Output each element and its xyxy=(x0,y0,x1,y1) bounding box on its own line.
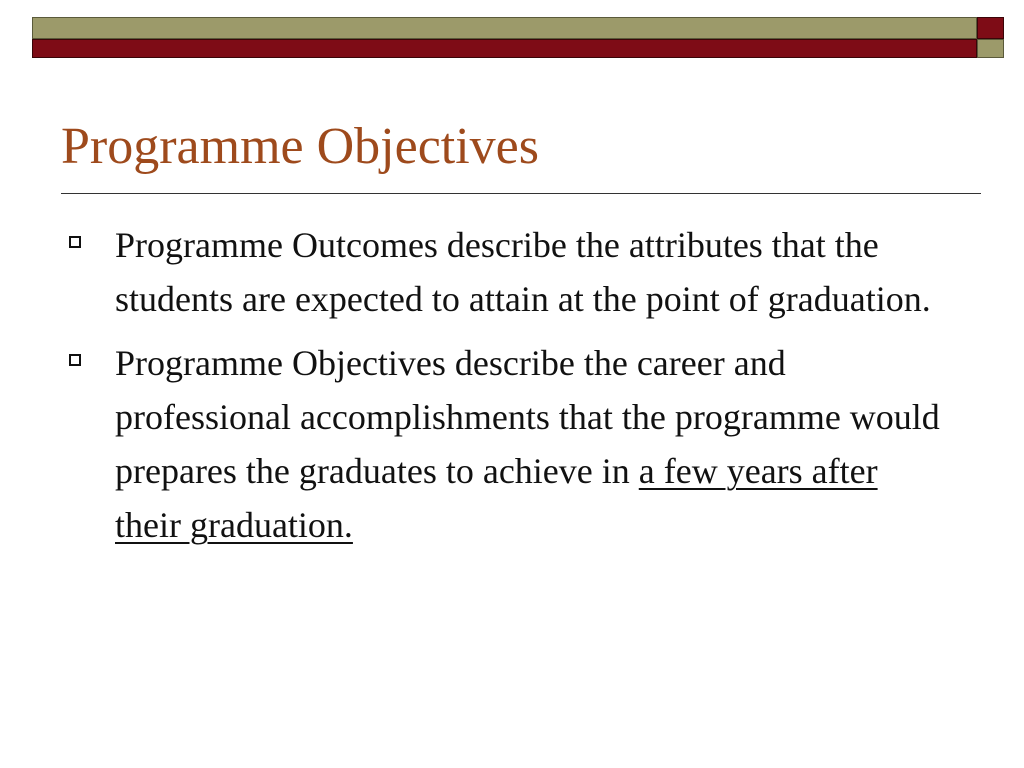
title-divider xyxy=(61,193,981,194)
bullet-text: Programme Outcomes describe the attributes that the students are expected to attain at the point of graduation. xyxy=(115,225,931,319)
bullet-item-objectives xyxy=(66,336,946,552)
bullet-text: Programme Objectives describe the career and professional accomplishments that the programme would prepares the graduates to achieve in xyxy=(115,343,940,491)
header-bar-maroon xyxy=(32,39,977,58)
header-bar-olive xyxy=(32,17,977,39)
bullet-list xyxy=(66,218,946,562)
hollow-square-bullet-icon xyxy=(69,236,81,248)
bullet-item-outcomes xyxy=(66,218,946,326)
header-square-olive xyxy=(977,39,1004,58)
bullet-underlined-text: a few years after their graduation. xyxy=(115,451,878,545)
slide-title: Programme Objectives xyxy=(61,118,539,175)
header-square-maroon xyxy=(977,17,1004,39)
hollow-square-bullet-icon xyxy=(69,354,81,366)
